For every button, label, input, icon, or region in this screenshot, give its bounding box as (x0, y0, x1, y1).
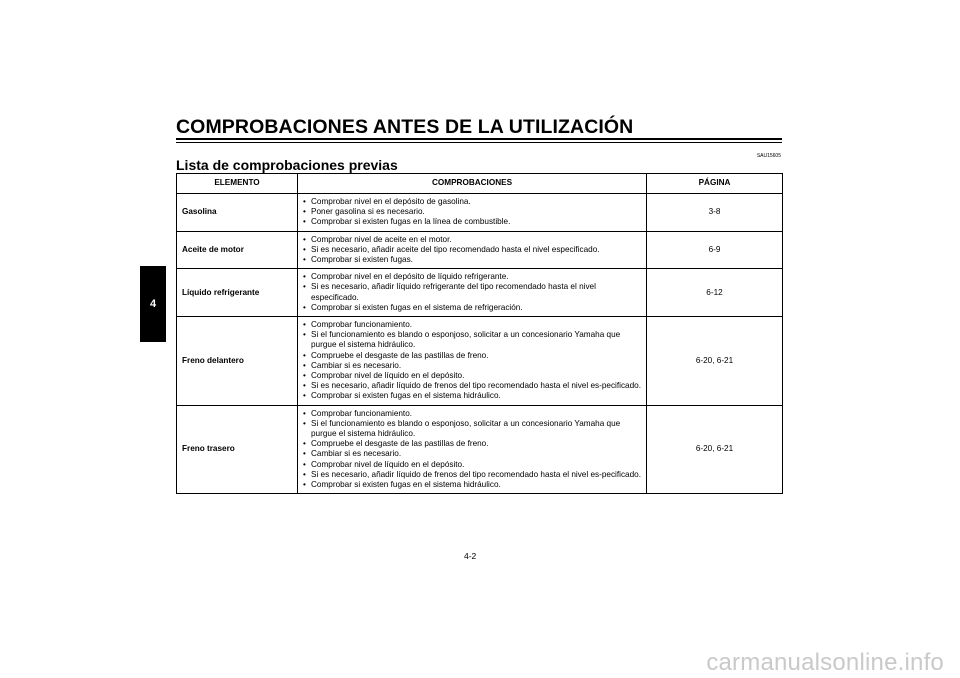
table-row (177, 405, 783, 494)
check-list (303, 320, 642, 402)
row-checks (298, 194, 647, 232)
header-page: PÁGINA (647, 174, 783, 194)
title-rule-thin (176, 142, 782, 143)
check-list (303, 409, 642, 491)
check-item: • Si el funcionamiento es blando o esponjoso, solicitar a un concesionario Yamaha que purgue el sistema hidráulico. (303, 330, 642, 350)
section-title: Lista de comprobaciones previas (176, 157, 398, 173)
table-row (177, 269, 783, 317)
check-item: • Compruebe el desgaste de las pastillas de freno. (303, 351, 642, 361)
check-item: • Comprobar si existen fugas en el sistema hidráulico. (303, 391, 642, 401)
check-item: • Si el funcionamiento es blando o esponjoso, solicitar a un concesionario Yamaha que purgue el sistema hidráulico. (303, 419, 642, 439)
check-item: • Si es necesario, añadir aceite del tipo recomendado hasta el nivel especificado. (303, 245, 642, 255)
table-header-row (177, 174, 783, 194)
watermark: carmanualsonline.info (706, 649, 944, 676)
row-page-ref: 6-12 (647, 269, 783, 317)
row-checks (298, 317, 647, 406)
row-item: Líquido refrigerante (177, 269, 298, 317)
row-page-ref: 6-20, 6-21 (647, 405, 783, 494)
section-tab (140, 266, 166, 342)
check-item: • Comprobar si existen fugas. (303, 255, 642, 265)
table-row (177, 194, 783, 232)
check-item: • Comprobar nivel en el depósito de gasolina. (303, 197, 642, 207)
row-page-ref: 6-20, 6-21 (647, 317, 783, 406)
check-item: • Comprobar funcionamiento. (303, 409, 642, 419)
row-item: Aceite de motor (177, 231, 298, 269)
section-tab-label: 4 (149, 298, 157, 310)
check-item: • Comprobar si existen fugas en la línea de combustible. (303, 217, 642, 227)
row-checks (298, 231, 647, 269)
table-row (177, 231, 783, 269)
title-rule (176, 138, 782, 140)
check-item: • Comprobar nivel en el depósito de líquido refrigerante. (303, 272, 642, 282)
check-item: • Cambiar si es necesario. (303, 361, 642, 371)
section-code: SAU15605 (756, 153, 781, 159)
check-item: • Cambiar si es necesario. (303, 449, 642, 459)
check-item: • Comprobar nivel de líquido en el depósito. (303, 460, 642, 470)
check-list (303, 272, 642, 313)
checklist-table (176, 173, 783, 494)
header-item: ELEMENTO (177, 174, 298, 194)
check-item: • Comprobar si existen fugas en el sistema de refrigeración. (303, 303, 642, 313)
row-item: Freno delantero (177, 317, 298, 406)
check-item: • Comprobar nivel de líquido en el depósito. (303, 371, 642, 381)
check-item: • Poner gasolina si es necesario. (303, 207, 642, 217)
row-page-ref: 6-9 (647, 231, 783, 269)
table-body (177, 194, 783, 494)
check-item: • Si es necesario, añadir líquido refrigerante del tipo recomendado hasta el nivel especificado. (303, 282, 642, 302)
check-item: • Comprobar si existen fugas en el sistema hidráulico. (303, 480, 642, 490)
check-item: • Si es necesario, añadir líquido de frenos del tipo recomendado hasta el nivel es-pecificado. (303, 381, 642, 391)
table-row (177, 317, 783, 406)
row-item: Gasolina (177, 194, 298, 232)
check-list (303, 235, 642, 266)
check-item: • Si es necesario, añadir líquido de frenos del tipo recomendado hasta el nivel es-pecificado. (303, 470, 642, 480)
page-number: 4-2 (464, 551, 477, 561)
header-checks: COMPROBACIONES (298, 174, 647, 194)
check-item: • Compruebe el desgaste de las pastillas de freno. (303, 439, 642, 449)
check-list (303, 197, 642, 228)
row-item: Freno trasero (177, 405, 298, 494)
check-item: • Comprobar nivel de aceite en el motor. (303, 235, 642, 245)
row-checks (298, 269, 647, 317)
page-title: COMPROBACIONES ANTES DE LA UTILIZACIÓN (176, 116, 634, 138)
check-item: • Comprobar funcionamiento. (303, 320, 642, 330)
row-checks (298, 405, 647, 494)
row-page-ref: 3-8 (647, 194, 783, 232)
